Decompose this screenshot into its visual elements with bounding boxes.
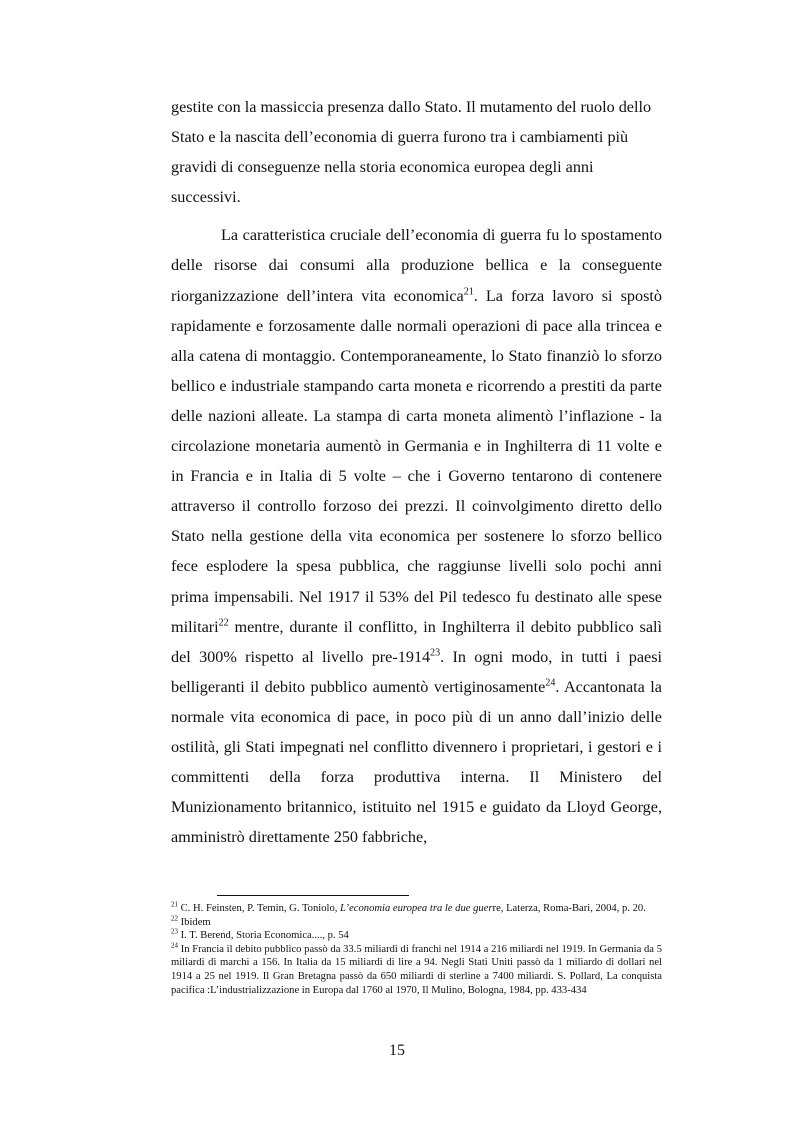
footnote-ref-21[interactable]: 21 <box>463 286 474 298</box>
footnote-number: 22 <box>171 914 178 923</box>
footnote-ref-23[interactable]: 23 <box>430 647 441 659</box>
footnote-title: L’economia europea tra le due guer <box>340 903 493 914</box>
footnote-text: Ibidem <box>178 916 211 928</box>
footnote-number: 24 <box>171 941 178 950</box>
footnote-22 <box>171 916 662 930</box>
body-text <box>171 92 662 852</box>
footnotes <box>171 902 662 997</box>
footnote-24 <box>171 943 662 997</box>
footnote-number: 21 <box>171 900 178 909</box>
footnote-text: re, Laterza, Roma-Bari, 2004, p. 20. <box>492 903 646 914</box>
paragraph-text: La caratteristica cruciale dell’economia di guerra fu lo spostamento delle risorse dai consumi alla produzione bellica e la conseguente riorganizzazione dell’intera vita economica <box>171 226 662 305</box>
footnote-separator <box>217 895 409 896</box>
paragraph-war-economy <box>171 220 662 852</box>
footnote-text: I. T. Berend, Storia Economica...., p. 54 <box>178 930 349 942</box>
paragraph-text: . In ogni modo, in tutti i paesi belligeranti il debito pubblico aumentò vertiginosamente <box>171 647 662 696</box>
footnote-text: In Francia il debito pubblico passò da 33.5 miliardi di franchi nel 1914 a 216 miliardi nel 1919. In Germania da 5 miliardi di marchi a 156. In Italia da 15 miliardi di lire a 94. Negli Stati Uniti passò da 1 miliardo di dollari nel 1914 a 25 nel 1919. Il Gran Bretagna passò da 650 miliardi di sterline a 7400 miliardi. S. Pollard, La conquista pacifica :L’industrializzazione in Europa dal 1760 al 1970, Il Mulino, Bologna, 1984, pp. 433-434 <box>171 943 662 996</box>
footnote-number: 23 <box>171 927 178 936</box>
footnote-21 <box>171 902 662 916</box>
page-number: 15 <box>389 1042 405 1059</box>
paragraph-text: gestite con la massiccia presenza dallo Stato. Il mutamento del ruolo dello Stato e la nascita dell’economia di guerra furono tra i cambiamenti più gravidi di conseguenze nella storia economica europea degli anni successivi. <box>171 98 652 207</box>
paragraph-continuation <box>171 92 662 212</box>
paragraph-text: . Accantonata la normale vita economica di pace, in poco più di un anno dall’inizio delle ostilità, gli Stati impegnati nel conflitto divennero i proprietari, i gestori e i committenti della forza produttiva interna. Il Ministero del Munizionamento britannico, istituito nel 1915 e guidato da Lloyd George, amministrò direttamente 250 fabbriche, <box>171 677 662 847</box>
footnote-23 <box>171 929 662 943</box>
paragraph-text: mentre, durante il conflitto, in Inghilterra il debito pubblico salì del 300% rispetto al livello pre-1914 <box>171 617 662 666</box>
footnote-ref-24[interactable]: 24 <box>545 677 556 689</box>
paragraph-text: . La forza lavoro si spostò rapidamente e forzosamente dalle normali operazioni di pace alla trincea e alla catena di montaggio. Contemporaneamente, lo Stato finanziò lo sforzo bellico e industriale stampando carta moneta e ricorrendo a prestiti da parte delle nazioni alleate. La stampa di carta moneta alimentò l’inflazione - la circolazione monetaria aumentò in Germania e in Inghilterra di 11 volte e in Francia e in Italia di 5 volte – che i Governo tentarono di contenere attraverso il controllo forzoso dei prezzi. Il coinvolgimento diretto dello Stato nella gestione della vita economica per sostenere lo sforzo bellico fece esplodere la spesa pubblica, che raggiunse livelli solo pochi anni prima impensabili. Nel 1917 il 53% del Pil tedesco fu destinato alle spese militari <box>171 286 662 636</box>
footnote-text: C. H. Feinsten, P. Temin, G. Toniolo, <box>178 903 341 914</box>
footnote-ref-22[interactable]: 22 <box>218 617 229 629</box>
